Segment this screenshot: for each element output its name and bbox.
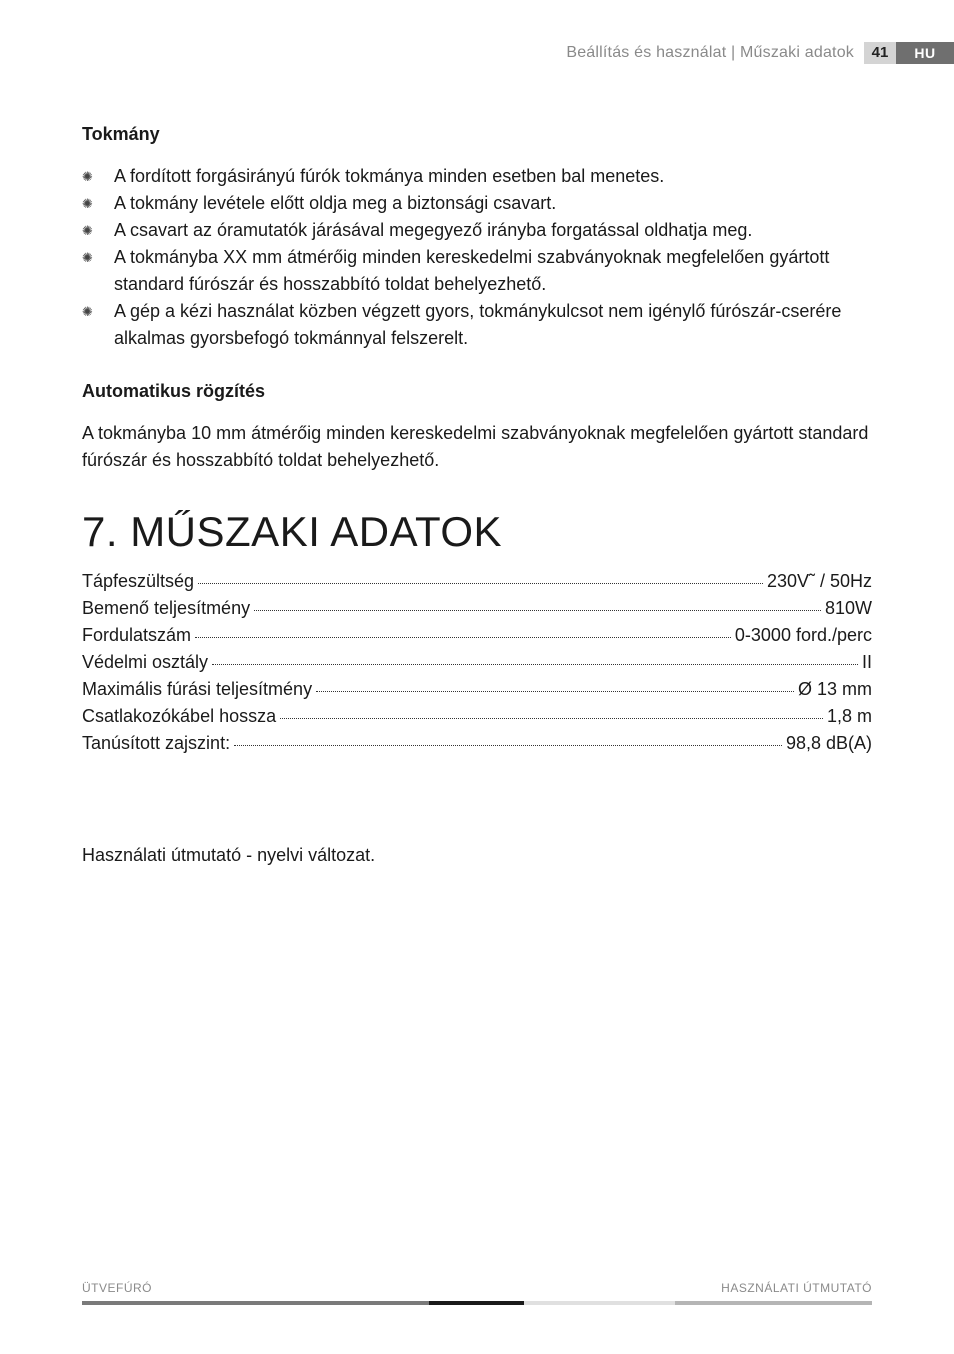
header-title: Beállítás és használat | Műszaki adatok [566,44,854,61]
dot-leader [212,663,858,665]
spec-row [82,730,872,757]
spec-value: II [861,652,872,672]
section-automatikus [82,381,872,402]
dot-leader [280,717,823,719]
page-header [566,42,954,64]
bullet-icon: ✺ [82,169,93,184]
language-note: Használati útmutató - nyelvi változat. [82,845,376,865]
tokmany-heading: Tokmány [82,124,160,144]
spec-label: Tanúsított zajszint: [82,733,231,753]
spec-label: Csatlakozókábel hossza [82,706,277,726]
footer-bar-segment [675,1301,872,1305]
spec-value: 98,8 dB(A) [785,733,872,753]
spec-row [82,676,872,703]
footer-manual: HASZNÁLATI ÚTMUTATÓ [721,1281,872,1295]
spec-label: Maximális fúrási teljesítmény [82,679,313,699]
dot-leader [234,744,782,746]
dot-leader [316,690,794,692]
specs-title-wrap [82,508,872,556]
spec-label: Tápfeszültség [82,571,195,591]
language-badge: HU [896,42,954,64]
list-item: ✺ A csavart az óramutatók járásával megegyező irányba forgatással oldhatja meg. [82,217,872,244]
list-item: ✺ A fordított forgásirányú fúrók tokmánya minden esetben bal menetes. [82,163,872,190]
automatikus-text-wrap [82,420,872,474]
spec-label: Bemenő teljesítmény [82,598,251,618]
list-item: ✺ A tokmány levétele előtt oldja meg a biztonsági csavart. [82,190,872,217]
tokmany-list [82,163,872,352]
automatikus-text: A tokmányba 10 mm átmérőig minden kereskedelmi szabványoknak megfelelően gyártott standard fúrószár és hosszabbító toldat behelyezhető. [82,423,869,470]
bullet-icon: ✺ [82,250,93,265]
spec-row [82,568,872,595]
specs-title: 7. MŰSZAKI ADATOK [82,508,503,555]
spec-value: 810W [824,598,872,618]
spec-row [82,595,872,622]
dot-leader [198,582,763,584]
dot-leader [254,609,821,611]
spec-row [82,649,872,676]
spec-value: 230V˜ / 50Hz [766,571,872,591]
bullet-icon: ✺ [82,304,93,319]
note-wrap [82,842,872,869]
section-tokmany [82,124,872,145]
tokmany-list-wrap [82,163,872,352]
specs-table [82,568,872,757]
spec-value: Ø 13 mm [797,679,872,699]
list-item: ✺ A tokmányba XX mm átmérőig minden kereskedelmi szabványoknak megfelelően gyártott standard fúrószár és hosszabbító toldat behelyezhető. [82,244,872,298]
list-item: ✺ A gép a kézi használat közben végzett gyors, tokmánykulcsot nem igénylő fúrószár-cserére alkalmas gyorsbefogó tokmánnyal felszerelt. [82,298,872,352]
spec-value: 1,8 m [826,706,872,726]
spec-label: Fordulatszám [82,625,192,645]
automatikus-heading: Automatikus rögzítés [82,381,266,401]
spec-row [82,622,872,649]
footer-bar-segment [524,1301,675,1305]
footer-product: ÜTVEFÚRÓ [82,1281,152,1295]
footer-bar-segment [429,1301,524,1305]
spec-label: Védelmi osztály [82,652,209,672]
bullet-icon: ✺ [82,196,93,211]
spec-value: 0-3000 ford./perc [734,625,872,645]
footer-bar [82,1301,872,1305]
dot-leader [195,636,731,638]
footer-bar-segment [82,1301,429,1305]
page-number: 41 [864,42,896,64]
bullet-icon: ✺ [82,223,93,238]
spec-row [82,703,872,730]
